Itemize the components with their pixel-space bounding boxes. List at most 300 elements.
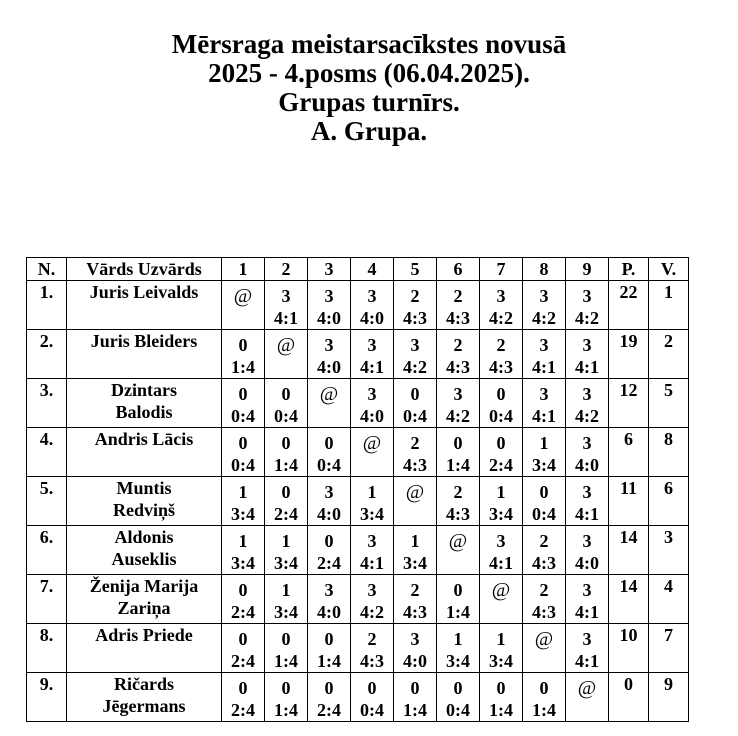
header-game-6: 6 [437, 258, 480, 281]
match-score: 4:2 [575, 406, 599, 426]
header-game-2: 2 [265, 258, 308, 281]
match-score: 3:4 [532, 455, 556, 475]
match-score: 4:1 [489, 553, 513, 573]
match-points: 2 [496, 335, 506, 355]
match-points: 3 [582, 335, 592, 355]
match-score: 1:4 [274, 651, 298, 671]
self-match-mark: @ [405, 481, 425, 503]
match-cell [222, 624, 265, 673]
header-game-5: 5 [394, 258, 437, 281]
player-name-line: Andris Lācis [94, 429, 194, 449]
total-points: 14 [609, 575, 649, 624]
match-cell [437, 330, 480, 379]
header-game-3: 3 [308, 258, 351, 281]
match-score: 1:4 [532, 700, 556, 720]
match-score: 4:1 [575, 357, 599, 377]
match-points: 3 [453, 384, 463, 404]
match-cell [394, 379, 437, 428]
match-cell [351, 379, 394, 428]
match-score: 4:3 [532, 553, 556, 573]
self-match-mark: @ [577, 677, 597, 699]
final-place: 4 [649, 575, 689, 624]
row-number: 3. [27, 379, 67, 428]
match-points: 3 [367, 335, 377, 355]
player-name-line: Redviņš [112, 500, 175, 520]
final-place: 6 [649, 477, 689, 526]
match-score: 4:0 [317, 357, 341, 377]
self-match-cell [265, 330, 308, 379]
match-score: 4:1 [575, 651, 599, 671]
player-name [67, 379, 222, 428]
match-score: 4:1 [274, 308, 298, 328]
match-cell [523, 281, 566, 330]
final-place: 9 [649, 673, 689, 722]
title-line-4: A. Grupa. [310, 116, 428, 146]
match-points: 3 [582, 384, 592, 404]
player-name-line: Jēgermans [102, 696, 186, 716]
match-points: 3 [582, 580, 592, 600]
match-score: 4:0 [403, 651, 427, 671]
match-points: 0 [238, 384, 248, 404]
header-game-1: 1 [222, 258, 265, 281]
match-points: 1 [238, 531, 248, 551]
match-cell [523, 477, 566, 526]
match-cell [351, 281, 394, 330]
match-cell [566, 281, 609, 330]
match-points: 3 [324, 335, 334, 355]
match-points: 0 [539, 678, 549, 698]
match-cell [394, 526, 437, 575]
match-points: 0 [238, 580, 248, 600]
match-cell [437, 673, 480, 722]
match-cell [308, 428, 351, 477]
self-match-cell [437, 526, 480, 575]
match-cell [308, 624, 351, 673]
match-points: 0 [496, 678, 506, 698]
final-place: 7 [649, 624, 689, 673]
match-score: 0:4 [231, 406, 255, 426]
match-cell [308, 477, 351, 526]
header-number: N. [27, 258, 67, 281]
match-cell [480, 624, 523, 673]
match-points: 3 [324, 580, 334, 600]
match-points: 3 [582, 482, 592, 502]
match-cell [523, 330, 566, 379]
player-name-line: Muntis [116, 478, 172, 498]
match-points: 3 [582, 629, 592, 649]
match-cell [566, 526, 609, 575]
match-score: 0:4 [489, 406, 513, 426]
match-points: 3 [410, 335, 420, 355]
match-cell [480, 477, 523, 526]
match-cell [437, 624, 480, 673]
match-score: 2:4 [231, 651, 255, 671]
total-points: 0 [609, 673, 649, 722]
match-points: 2 [539, 531, 549, 551]
match-cell [265, 673, 308, 722]
match-score: 2:4 [231, 602, 255, 622]
match-score: 1:4 [403, 700, 427, 720]
match-cell [265, 379, 308, 428]
match-points: 3 [582, 531, 592, 551]
match-points: 3 [496, 531, 506, 551]
total-points: 6 [609, 428, 649, 477]
match-points: 0 [238, 433, 248, 453]
match-points: 0 [324, 433, 334, 453]
final-place: 1 [649, 281, 689, 330]
match-points: 1 [281, 580, 291, 600]
row-number: 6. [27, 526, 67, 575]
match-cell [222, 428, 265, 477]
self-match-cell [480, 575, 523, 624]
match-cell [437, 428, 480, 477]
total-points: 19 [609, 330, 649, 379]
self-match-mark: @ [491, 579, 511, 601]
match-points: 0 [453, 433, 463, 453]
match-cell [480, 330, 523, 379]
match-points: 0 [539, 482, 549, 502]
match-cell [566, 330, 609, 379]
match-points: 2 [410, 580, 420, 600]
player-name [67, 673, 222, 722]
player-name-line: Balodis [115, 402, 173, 422]
match-score: 0:4 [231, 455, 255, 475]
match-score: 3:4 [274, 553, 298, 573]
match-cell [351, 330, 394, 379]
table-header-row [27, 258, 689, 281]
match-points: 0 [281, 678, 291, 698]
match-cell [308, 673, 351, 722]
final-place: 3 [649, 526, 689, 575]
match-score: 4:3 [403, 602, 427, 622]
match-score: 1:4 [489, 700, 513, 720]
match-cell [265, 477, 308, 526]
match-points: 3 [367, 384, 377, 404]
total-points: 14 [609, 526, 649, 575]
row-number: 7. [27, 575, 67, 624]
player-name-line: Dzintars [111, 380, 177, 400]
match-points: 0 [238, 335, 248, 355]
match-score: 1:4 [231, 357, 255, 377]
match-score: 0:4 [274, 406, 298, 426]
table-row [27, 526, 689, 575]
match-score: 2:4 [274, 504, 298, 524]
match-score: 4:2 [489, 308, 513, 328]
player-name-line: Zariņa [117, 598, 171, 618]
match-cell [480, 281, 523, 330]
match-cell [222, 575, 265, 624]
match-cell [437, 379, 480, 428]
match-score: 0:4 [532, 504, 556, 524]
match-cell [222, 526, 265, 575]
total-points: 10 [609, 624, 649, 673]
match-points: 2 [539, 580, 549, 600]
match-points: 1 [367, 482, 377, 502]
player-name [67, 428, 222, 477]
match-score: 3:4 [403, 553, 427, 573]
header-game-9: 9 [566, 258, 609, 281]
match-cell [566, 379, 609, 428]
match-score: 4:3 [489, 357, 513, 377]
match-cell [265, 624, 308, 673]
title-line-2: 2025 - 4.posms (06.04.2025). [208, 58, 530, 88]
player-name-line: Juris Bleiders [90, 331, 198, 351]
table-row [27, 428, 689, 477]
match-cell [308, 526, 351, 575]
match-score: 4:3 [446, 357, 470, 377]
final-place: 8 [649, 428, 689, 477]
match-cell [222, 330, 265, 379]
match-score: 4:0 [575, 455, 599, 475]
match-score: 1:4 [446, 602, 470, 622]
match-score: 3:4 [489, 504, 513, 524]
match-score: 4:2 [360, 602, 384, 622]
match-cell [308, 281, 351, 330]
match-points: 0 [281, 384, 291, 404]
player-name [67, 526, 222, 575]
match-points: 3 [582, 433, 592, 453]
match-cell [523, 673, 566, 722]
match-score: 4:0 [575, 553, 599, 573]
match-points: 0 [453, 580, 463, 600]
match-points: 3 [539, 335, 549, 355]
total-points: 11 [609, 477, 649, 526]
match-points: 0 [281, 482, 291, 502]
match-cell [480, 526, 523, 575]
match-cell [523, 428, 566, 477]
match-cell [566, 428, 609, 477]
match-cell [265, 526, 308, 575]
match-points: 1 [539, 433, 549, 453]
row-number: 9. [27, 673, 67, 722]
match-score: 4:0 [360, 406, 384, 426]
match-score: 2:4 [317, 700, 341, 720]
player-name-line: Aldonis [114, 527, 174, 547]
match-score: 0:4 [317, 455, 341, 475]
match-cell [351, 526, 394, 575]
match-score: 1:4 [446, 455, 470, 475]
match-score: 4:0 [317, 308, 341, 328]
match-cell [394, 575, 437, 624]
self-match-cell [394, 477, 437, 526]
player-name [67, 281, 222, 330]
self-match-cell [566, 673, 609, 722]
table-row [27, 281, 689, 330]
table-row [27, 379, 689, 428]
match-points: 3 [582, 286, 592, 306]
self-match-mark: @ [233, 285, 253, 307]
match-points: 3 [367, 580, 377, 600]
match-points: 3 [324, 286, 334, 306]
match-points: 1 [453, 629, 463, 649]
match-cell [265, 281, 308, 330]
match-cell [394, 624, 437, 673]
header-game-8: 8 [523, 258, 566, 281]
match-score: 4:3 [360, 651, 384, 671]
match-cell [437, 575, 480, 624]
row-number: 5. [27, 477, 67, 526]
title-line-1: Mērsraga meistarsacīkstes novusā [171, 29, 567, 59]
match-cell [308, 575, 351, 624]
match-score: 4:1 [575, 602, 599, 622]
header-place: V. [649, 258, 689, 281]
match-points: 0 [496, 433, 506, 453]
table-row [27, 330, 689, 379]
match-score: 2:4 [231, 700, 255, 720]
match-score: 4:2 [446, 406, 470, 426]
match-score: 4:1 [360, 357, 384, 377]
table-row [27, 673, 689, 722]
header-game-4: 4 [351, 258, 394, 281]
match-score: 3:4 [446, 651, 470, 671]
match-cell [480, 673, 523, 722]
match-points: 3 [539, 286, 549, 306]
match-cell [394, 281, 437, 330]
self-match-cell [523, 624, 566, 673]
match-cell [351, 673, 394, 722]
match-points: 0 [281, 629, 291, 649]
match-score: 4:3 [446, 504, 470, 524]
match-cell [351, 624, 394, 673]
self-match-mark: @ [534, 628, 554, 650]
match-score: 4:0 [317, 602, 341, 622]
results-table [26, 257, 689, 722]
match-score: 4:2 [532, 308, 556, 328]
match-points: 1 [496, 629, 506, 649]
match-score: 4:1 [532, 357, 556, 377]
match-points: 0 [367, 678, 377, 698]
row-number: 1. [27, 281, 67, 330]
match-score: 0:4 [360, 700, 384, 720]
match-score: 4:1 [532, 406, 556, 426]
match-score: 2:4 [489, 455, 513, 475]
match-cell [523, 379, 566, 428]
match-points: 3 [539, 384, 549, 404]
match-cell [394, 428, 437, 477]
match-score: 1:4 [317, 651, 341, 671]
match-points: 1 [281, 531, 291, 551]
total-points: 22 [609, 281, 649, 330]
header-game-7: 7 [480, 258, 523, 281]
match-score: 4:1 [575, 504, 599, 524]
match-points: 2 [453, 286, 463, 306]
header-name: Vārds Uzvārds [67, 258, 222, 281]
match-cell [265, 428, 308, 477]
match-cell [566, 477, 609, 526]
match-points: 3 [496, 286, 506, 306]
document-title [0, 30, 738, 146]
match-points: 0 [324, 629, 334, 649]
player-name [67, 477, 222, 526]
self-match-mark: @ [276, 334, 296, 356]
title-line-3: Grupas turnīrs. [278, 87, 460, 117]
match-score: 2:4 [317, 553, 341, 573]
match-score: 4:3 [532, 602, 556, 622]
match-cell [566, 624, 609, 673]
match-score: 0:4 [403, 406, 427, 426]
match-cell [437, 281, 480, 330]
match-points: 0 [410, 678, 420, 698]
match-points: 2 [410, 286, 420, 306]
match-points: 1 [496, 482, 506, 502]
match-points: 2 [410, 433, 420, 453]
total-points: 12 [609, 379, 649, 428]
match-score: 4:1 [360, 553, 384, 573]
match-points: 0 [238, 678, 248, 698]
match-cell [394, 673, 437, 722]
match-score: 3:4 [274, 602, 298, 622]
match-points: 3 [410, 629, 420, 649]
match-cell [523, 526, 566, 575]
match-score: 4:0 [360, 308, 384, 328]
match-cell [222, 477, 265, 526]
match-cell [351, 575, 394, 624]
self-match-mark: @ [448, 530, 468, 552]
match-points: 2 [367, 629, 377, 649]
player-name-line: Juris Leivalds [89, 282, 199, 302]
match-score: 4:3 [403, 308, 427, 328]
final-place: 2 [649, 330, 689, 379]
match-cell [394, 330, 437, 379]
match-cell [222, 379, 265, 428]
row-number: 2. [27, 330, 67, 379]
match-score: 1:4 [274, 700, 298, 720]
match-points: 2 [453, 482, 463, 502]
match-score: 0:4 [446, 700, 470, 720]
self-match-cell [222, 281, 265, 330]
match-points: 3 [324, 482, 334, 502]
self-match-mark: @ [362, 432, 382, 454]
match-score: 3:4 [231, 504, 255, 524]
self-match-cell [308, 379, 351, 428]
match-score: 4:2 [575, 308, 599, 328]
match-points: 0 [324, 531, 334, 551]
self-match-cell [351, 428, 394, 477]
row-number: 8. [27, 624, 67, 673]
match-points: 3 [367, 531, 377, 551]
match-score: 3:4 [360, 504, 384, 524]
match-cell [351, 477, 394, 526]
player-name-line: Ženija Marija [89, 576, 199, 596]
header-points: P. [609, 258, 649, 281]
match-score: 1:4 [274, 455, 298, 475]
match-points: 3 [281, 286, 291, 306]
match-score: 4:3 [446, 308, 470, 328]
match-score: 4:2 [403, 357, 427, 377]
match-cell [480, 379, 523, 428]
match-score: 3:4 [231, 553, 255, 573]
match-points: 0 [453, 678, 463, 698]
match-cell [437, 477, 480, 526]
player-name [67, 575, 222, 624]
match-cell [265, 575, 308, 624]
match-cell [523, 575, 566, 624]
row-number: 4. [27, 428, 67, 477]
match-score: 3:4 [489, 651, 513, 671]
match-points: 0 [324, 678, 334, 698]
results-body [27, 281, 689, 722]
final-place: 5 [649, 379, 689, 428]
match-points: 0 [410, 384, 420, 404]
player-name [67, 330, 222, 379]
table-row [27, 477, 689, 526]
match-score: 4:3 [403, 455, 427, 475]
match-score: 4:0 [317, 504, 341, 524]
match-points: 0 [238, 629, 248, 649]
self-match-mark: @ [319, 383, 339, 405]
player-name-line: Adris Priede [95, 625, 193, 645]
match-cell [222, 673, 265, 722]
